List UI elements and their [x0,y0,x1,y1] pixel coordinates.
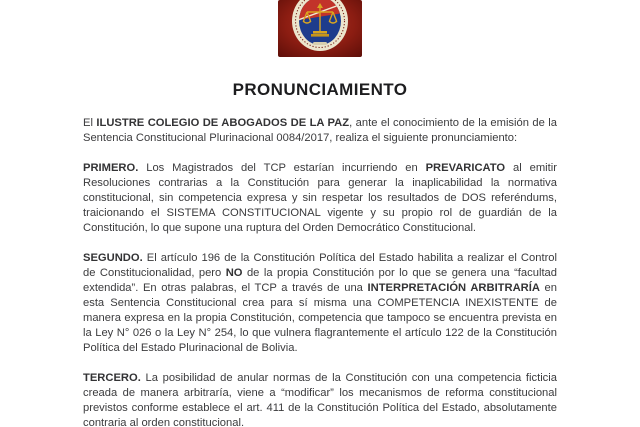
bold-text-run: ILUSTRE COLEGIO DE ABOGADOS DE LA PAZ [96,117,350,129]
text-run: en esta Sentencia Constitucional crea para sí misma una COMPETENCIA INEXISTENTE de manera expresa en la propia Constitución, competencia que tampoco se encuentra prevista en la Ley N° 026 o la Ley N° 254, lo que vulnera flagrantemente el artículo 122 de la Constitución Política del Estado Plurinacional de Bolivia. [83,282,557,354]
paragraph [83,116,557,146]
text-run: , ante el conocimiento de la emisión de la Sentencia Constitucional Plurinacional 0084/2017, realiza el siguiente pronunciamiento: [83,117,557,144]
paragraph [83,371,557,427]
text-run: Los Magistrados del TCP estarían incurriendo en [138,162,426,174]
paragraph [83,251,557,356]
text-run: al emitir Resoluciones contrarias a la Constitución para generar la inaplicabilidad la normativa constitucional, sin competencia expresa y sin respetar los resultados de DOS referéndums, traicionando el SISTEMA CONSTITUCIONAL vigente y su propio rol de guardián de la Constitución, lo que supone una ruptura del Orden Democrático Constitucional. [83,162,557,234]
text-run: El artículo 196 de la Constitución Política del Estado habilita a realizar el Control de Constitucionalidad, pero [83,252,557,279]
bar-association-logo [278,0,362,57]
document-body [83,116,557,427]
scales-of-justice-icon [278,0,362,57]
bold-text-run: PRIMERO. [83,162,139,174]
document-title: PRONUNCIAMIENTO [232,80,408,99]
bold-text-run: INTERPRETACIÓN ARBITRARÍA [367,282,540,294]
text-run: La posibilidad de anular normas de la Constitución con una competencia ficticia creada de manera arbitraría, viene a “modificar” los mecanismos de reforma constitucional previstos conforme establece el art. 411 de la Constitución Política del Estado, absolutamente contraria al orden constitucional. [83,372,557,427]
bold-text-run: NO [225,267,243,279]
text-run: El [83,117,97,129]
paragraph [83,161,557,236]
bold-text-run: PREVARICATO [425,162,506,174]
bold-text-run: SEGUNDO. [83,252,143,264]
bold-text-run: TERCERO. [83,372,141,384]
text-run: de la propia Constitución por lo que se genera una “facultad extendida”. En otras palabras, el TCP a través de una [83,267,557,294]
